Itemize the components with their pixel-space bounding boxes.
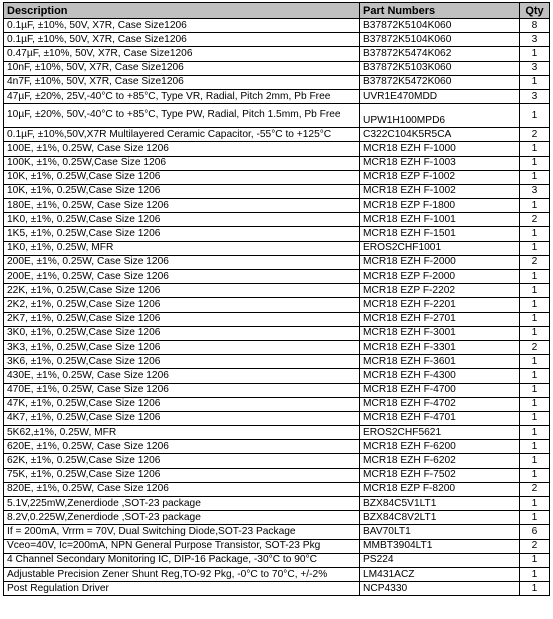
table-row [4, 241, 550, 255]
qty-cell: 1 [520, 553, 550, 567]
part-number-cell: B37872K5474K062 [360, 47, 520, 61]
part-number-cell: MCR18 EZH F-4300 [360, 369, 520, 383]
description-cell: 200E, ±1%, 0.25W, Case Size 1206 [4, 270, 360, 284]
table-row [4, 61, 550, 75]
description-cell: 1K0, ±1%, 0.25W, MFR [4, 241, 360, 255]
part-number-cell: MCR18 EZH F-2201 [360, 298, 520, 312]
table-row [4, 156, 550, 170]
table-row [4, 227, 550, 241]
qty-cell: 1 [520, 383, 550, 397]
description-cell: 2K2, ±1%, 0.25W,Case Size 1206 [4, 298, 360, 312]
qty-cell: 1 [520, 227, 550, 241]
description-cell: 3K0, ±1%, 0.25W,Case Size 1206 [4, 326, 360, 340]
qty-cell: 1 [520, 312, 550, 326]
part-number-cell: LM431ACZ [360, 567, 520, 581]
description-cell: 820E, ±1%, 0.25W, Case Size 1206 [4, 482, 360, 496]
table-row [4, 383, 550, 397]
description-cell: 10K, ±1%, 0.25W,Case Size 1206 [4, 170, 360, 184]
description-cell: 100E, ±1%, 0.25W, Case Size 1206 [4, 142, 360, 156]
table-row [4, 104, 550, 128]
description-cell: 47K, ±1%, 0.25W,Case Size 1206 [4, 397, 360, 411]
part-number-cell: EROS2CHF1001 [360, 241, 520, 255]
part-number-cell: MMBT3904LT1 [360, 539, 520, 553]
description-cell: Adjustable Precision Zener Shunt Reg,TO-92 Pkg, -0°C to 70°C, +/-2% [4, 567, 360, 581]
table-row [4, 89, 550, 103]
part-number-cell: MCR18 EZH F-4701 [360, 411, 520, 425]
part-number-cell: MCR18 EZH F-1000 [360, 142, 520, 156]
qty-cell: 1 [520, 298, 550, 312]
part-number-cell: MCR18 EZH F-4700 [360, 383, 520, 397]
table-row [4, 397, 550, 411]
description-cell: 5.1V,225mW,Zenerdiode ,SOT-23 package [4, 497, 360, 511]
description-cell: If = 200mA, Vrrm = 70V, Dual Switching Diode,SOT-23 Package [4, 525, 360, 539]
qty-cell: 1 [520, 104, 550, 128]
part-number-cell: MCR18 EZP F-2202 [360, 284, 520, 298]
description-cell: 4 Channel Secondary Monitoring IC, DIP-16 Package, -30°C to 90°C [4, 553, 360, 567]
description-cell: 75K, ±1%, 0.25W,Case Size 1206 [4, 468, 360, 482]
part-number-cell: UPW1H100MPD6 [360, 104, 520, 128]
part-number-cell: PS224 [360, 553, 520, 567]
qty-cell: 1 [520, 369, 550, 383]
table-row [4, 355, 550, 369]
description-cell: 10nF, ±10%, 50V, X7R, Case Size1206 [4, 61, 360, 75]
qty-cell: 3 [520, 89, 550, 103]
bom-table [3, 2, 550, 596]
description-cell: 1K0, ±1%, 0.25W,Case Size 1206 [4, 213, 360, 227]
qty-cell: 1 [520, 241, 550, 255]
header-row [4, 3, 550, 19]
table-row [4, 128, 550, 142]
description-cell: Post Regulation Driver [4, 582, 360, 596]
qty-cell: 2 [520, 482, 550, 496]
description-cell: 100K, ±1%, 0.25W,Case Size 1206 [4, 156, 360, 170]
table-row [4, 270, 550, 284]
qty-cell: 1 [520, 567, 550, 581]
qty-cell: 6 [520, 525, 550, 539]
description-cell: 10K, ±1%, 0.25W,Case Size 1206 [4, 184, 360, 198]
description-cell: 22K, ±1%, 0.25W,Case Size 1206 [4, 284, 360, 298]
description-cell: 8.2V,0.225W,Zenerdiode ,SOT-23 package [4, 511, 360, 525]
qty-cell: 1 [520, 75, 550, 89]
part-number-cell: C322C104K5R5CA [360, 128, 520, 142]
qty-cell: 3 [520, 33, 550, 47]
table-row [4, 284, 550, 298]
table-row [4, 553, 550, 567]
qty-cell: 1 [520, 497, 550, 511]
table-row [4, 454, 550, 468]
qty-cell: 1 [520, 284, 550, 298]
table-row [4, 213, 550, 227]
description-cell: 62K, ±1%, 0.25W,Case Size 1206 [4, 454, 360, 468]
description-cell: 4K7, ±1%, 0.25W,Case Size 1206 [4, 411, 360, 425]
qty-cell: 2 [520, 255, 550, 269]
qty-cell: 1 [520, 468, 550, 482]
part-number-cell: B37872K5104K060 [360, 33, 520, 47]
table-row [4, 47, 550, 61]
table-row [4, 298, 550, 312]
table-row [4, 199, 550, 213]
part-number-cell: UVR1E470MDD [360, 89, 520, 103]
part-number-cell: MCR18 EZH F-6202 [360, 454, 520, 468]
table-row [4, 369, 550, 383]
qty-cell: 1 [520, 326, 550, 340]
description-cell: 0.47µF, ±10%, 50V, X7R, Case Size1206 [4, 47, 360, 61]
table-row [4, 170, 550, 184]
table-row [4, 326, 550, 340]
header-part-numbers: Part Numbers [360, 3, 520, 19]
table-row [4, 582, 550, 596]
table-row [4, 567, 550, 581]
table-row [4, 411, 550, 425]
description-cell: 2K7, ±1%, 0.25W,Case Size 1206 [4, 312, 360, 326]
description-cell: 10µF, ±20%, 50V,-40°C to +85°C, Type PW, Radial, Pitch 1.5mm, Pb Free [4, 104, 360, 128]
qty-cell: 2 [520, 128, 550, 142]
header-qty: Qty [520, 3, 550, 19]
part-number-cell: MCR18 EZH F-3301 [360, 340, 520, 354]
bom-body [4, 19, 550, 596]
header-description: Description [4, 3, 360, 19]
qty-cell: 3 [520, 61, 550, 75]
part-number-cell: MCR18 EZP F-8200 [360, 482, 520, 496]
description-cell: 5K62,±1%, 0.25W, MFR [4, 426, 360, 440]
part-number-cell: MCR18 EZH F-4702 [360, 397, 520, 411]
qty-cell: 1 [520, 142, 550, 156]
table-row [4, 184, 550, 198]
table-row [4, 539, 550, 553]
part-number-cell: MCR18 EZP F-2000 [360, 270, 520, 284]
table-row [4, 511, 550, 525]
qty-cell: 1 [520, 199, 550, 213]
qty-cell: 1 [520, 454, 550, 468]
qty-cell: 1 [520, 355, 550, 369]
part-number-cell: B37872K5103K060 [360, 61, 520, 75]
part-number-cell: MCR18 EZH F-2000 [360, 255, 520, 269]
qty-cell: 1 [520, 156, 550, 170]
qty-cell: 1 [520, 511, 550, 525]
part-number-cell: MCR18 EZH F-6200 [360, 440, 520, 454]
part-number-cell: MCR18 EZH F-1002 [360, 184, 520, 198]
part-number-cell: MCR18 EZH F-3601 [360, 355, 520, 369]
description-cell: 47µF, ±20%, 25V,-40°C to +85°C, Type VR, Radial, Pitch 2mm, Pb Free [4, 89, 360, 103]
qty-cell: 1 [520, 47, 550, 61]
description-cell: 0.1µF, ±10%,50V,X7R Multilayered Ceramic Capacitor, -55°C to +125°C [4, 128, 360, 142]
qty-cell: 2 [520, 213, 550, 227]
part-number-cell: B37872K5472K060 [360, 75, 520, 89]
description-cell: 470E, ±1%, 0.25W, Case Size 1206 [4, 383, 360, 397]
qty-cell: 1 [520, 440, 550, 454]
table-row [4, 440, 550, 454]
part-number-cell: MCR18 EZH F-1501 [360, 227, 520, 241]
table-row [4, 255, 550, 269]
table-row [4, 142, 550, 156]
table-row [4, 19, 550, 33]
qty-cell: 1 [520, 582, 550, 596]
part-number-cell: NCP4330 [360, 582, 520, 596]
description-cell: 180E, ±1%, 0.25W, Case Size 1206 [4, 199, 360, 213]
qty-cell: 2 [520, 539, 550, 553]
qty-cell: 3 [520, 184, 550, 198]
part-number-cell: BAV70LT1 [360, 525, 520, 539]
part-number-cell: EROS2CHF5621 [360, 426, 520, 440]
description-cell: 3K6, ±1%, 0.25W,Case Size 1206 [4, 355, 360, 369]
table-row [4, 33, 550, 47]
table-row [4, 497, 550, 511]
part-number-cell: B37872K5104K060 [360, 19, 520, 33]
qty-cell: 1 [520, 411, 550, 425]
table-row [4, 525, 550, 539]
description-cell: 1K5, ±1%, 0.25W,Case Size 1206 [4, 227, 360, 241]
qty-cell: 8 [520, 19, 550, 33]
part-number-cell: MCR18 EZP F-1800 [360, 199, 520, 213]
qty-cell: 1 [520, 270, 550, 284]
table-row [4, 426, 550, 440]
qty-cell: 2 [520, 340, 550, 354]
description-cell: 0.1µF, ±10%, 50V, X7R, Case Size1206 [4, 19, 360, 33]
part-number-cell: BZX84C5V1LT1 [360, 497, 520, 511]
part-number-cell: MCR18 EZH F-7502 [360, 468, 520, 482]
table-row [4, 312, 550, 326]
qty-cell: 1 [520, 426, 550, 440]
part-number-cell: MCR18 EZH F-1001 [360, 213, 520, 227]
part-number-cell: MCR18 EZH F-1003 [360, 156, 520, 170]
part-number-cell: MCR18 EZH F-2701 [360, 312, 520, 326]
table-row [4, 340, 550, 354]
description-cell: 4n7F, ±10%, 50V, X7R, Case Size1206 [4, 75, 360, 89]
description-cell: Vceo=40V, Ic=200mA, NPN General Purpose Transistor, SOT-23 Pkg [4, 539, 360, 553]
part-number-cell: BZX84C8V2LT1 [360, 511, 520, 525]
table-row [4, 482, 550, 496]
description-cell: 0.1µF, ±10%, 50V, X7R, Case Size1206 [4, 33, 360, 47]
description-cell: 200E, ±1%, 0.25W, Case Size 1206 [4, 255, 360, 269]
table-row [4, 75, 550, 89]
description-cell: 430E, ±1%, 0.25W, Case Size 1206 [4, 369, 360, 383]
qty-cell: 1 [520, 397, 550, 411]
table-row [4, 468, 550, 482]
description-cell: 3K3, ±1%, 0.25W,Case Size 1206 [4, 340, 360, 354]
part-number-cell: MCR18 EZH F-3001 [360, 326, 520, 340]
qty-cell: 1 [520, 170, 550, 184]
description-cell: 620E, ±1%, 0.25W, Case Size 1206 [4, 440, 360, 454]
part-number-cell: MCR18 EZP F-1002 [360, 170, 520, 184]
